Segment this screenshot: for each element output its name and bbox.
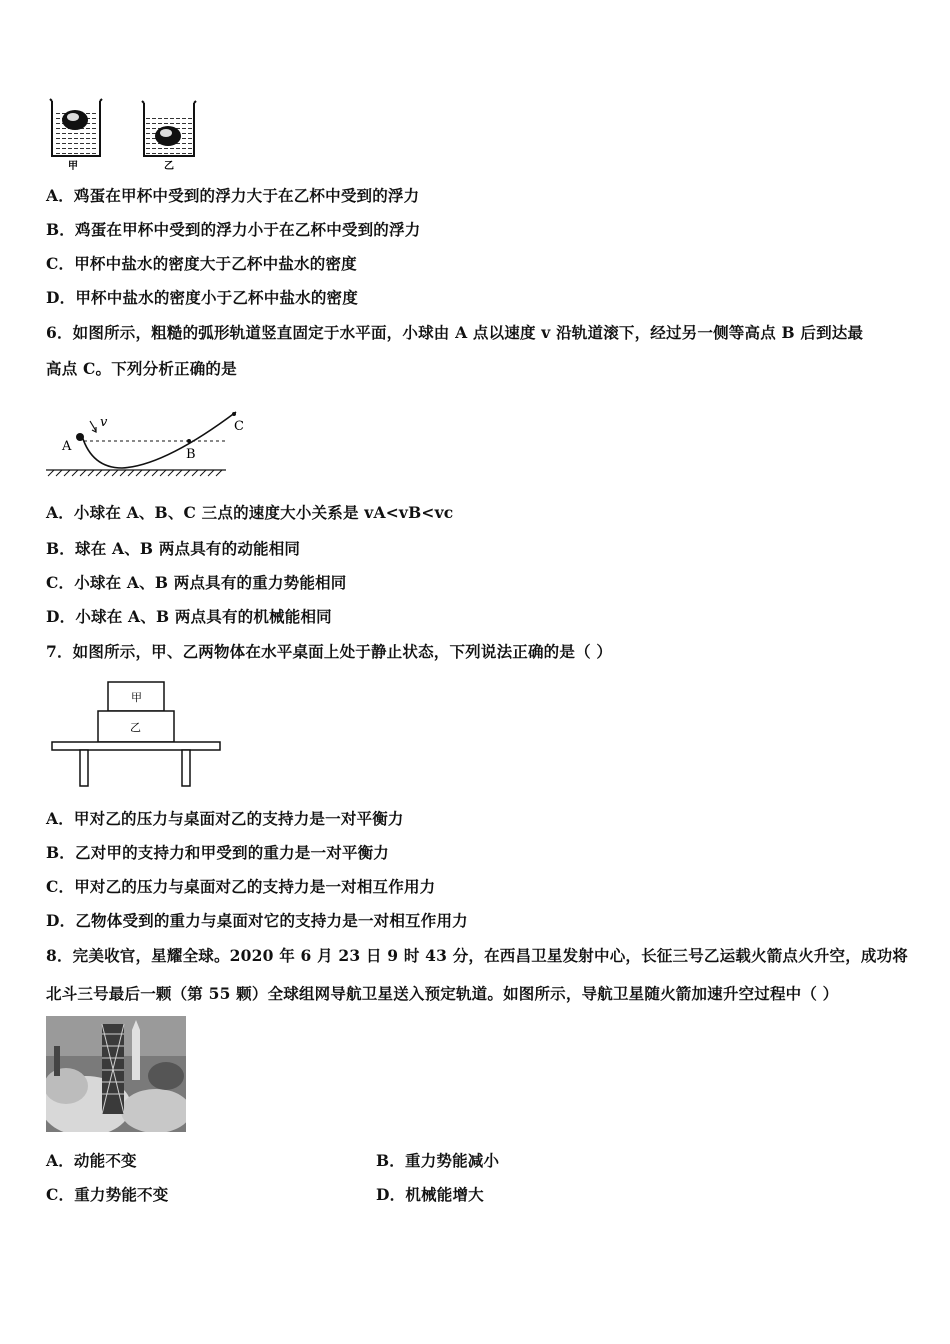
block-label-jia: 甲 [131, 691, 142, 704]
q6-option-c[interactable]: C．小球在 A、B 两点具有的重力势能相同 [46, 573, 347, 592]
q6-option-b[interactable]: B．球在 A、B 两点具有的动能相同 [46, 539, 301, 558]
q8-stem-line1: 8．完美收官，星耀全球。2020 年 6 月 23 日 9 时 43 分，在西昌卫星发射中心，长征三号乙运载火箭点火升空，成功将 [46, 946, 909, 965]
beaker-yi [142, 101, 196, 156]
q7-option-a[interactable]: A．甲对乙的压力与桌面对乙的支持力是一对平衡力 [46, 809, 404, 828]
track-figure [44, 404, 250, 480]
block-label-yi: 乙 [130, 721, 141, 734]
beaker-jia [50, 99, 102, 156]
q5-option-b[interactable]: B．鸡蛋在甲杯中受到的浮力小于在乙杯中受到的浮力 [46, 220, 421, 239]
table-figure [48, 676, 224, 790]
q5-option-d[interactable]: D．甲杯中盐水的密度小于乙杯中盐水的密度 [46, 288, 358, 307]
track-label-a: A [62, 439, 72, 454]
beaker-label-jia: 甲 [68, 161, 78, 172]
q8-option-c[interactable]: C．重力势能不变 [46, 1185, 169, 1204]
q7-option-c[interactable]: C．甲对乙的压力与桌面对乙的支持力是一对相互作用力 [46, 877, 436, 896]
q8-stem-line2: 北斗三号最后一颗（第 55 颗）全球组网导航卫星送入预定轨道。如图所示，导航卫星随火箭加速升空过程中（ ） [46, 984, 839, 1003]
q8-option-b[interactable]: B．重力势能减小 [376, 1151, 500, 1170]
q7-option-d[interactable]: D．乙物体受到的重力与桌面对它的支持力是一对相互作用力 [46, 911, 468, 930]
q6-option-a[interactable]: A．小球在 A、B、C 三点的速度大小关系是 vA<vB<vc [46, 503, 454, 522]
q6-option-d[interactable]: D．小球在 A、B 两点具有的机械能相同 [46, 607, 332, 626]
beakers-figure [44, 96, 214, 174]
q6-stem-line2: 高点 C。下列分析正确的是 [46, 359, 237, 378]
rocket-launch-photo [46, 1016, 186, 1132]
beaker-label-yi: 乙 [164, 161, 174, 172]
q8-option-d[interactable]: D．机械能增大 [376, 1185, 484, 1204]
q5-option-a[interactable]: A．鸡蛋在甲杯中受到的浮力大于在乙杯中受到的浮力 [46, 186, 420, 205]
q6-stem-line1: 6．如图所示，粗糙的弧形轨道竖直固定于水平面，小球由 A 点以速度 v 沿轨道滚下，经过另一侧等高点 B 后到达最 [46, 323, 864, 342]
track-label-c: C [234, 419, 244, 434]
q7-stem: 7．如图所示，甲、乙两物体在水平桌面上处于静止状态，下列说法正确的是（ ） [46, 642, 613, 661]
track-label-v: v [100, 415, 108, 430]
q5-option-c[interactable]: C．甲杯中盐水的密度大于乙杯中盐水的密度 [46, 254, 357, 273]
q7-option-b[interactable]: B．乙对甲的支持力和甲受到的重力是一对平衡力 [46, 843, 390, 862]
track-label-b: B [186, 447, 196, 462]
q8-option-a[interactable]: A．动能不变 [46, 1151, 137, 1170]
